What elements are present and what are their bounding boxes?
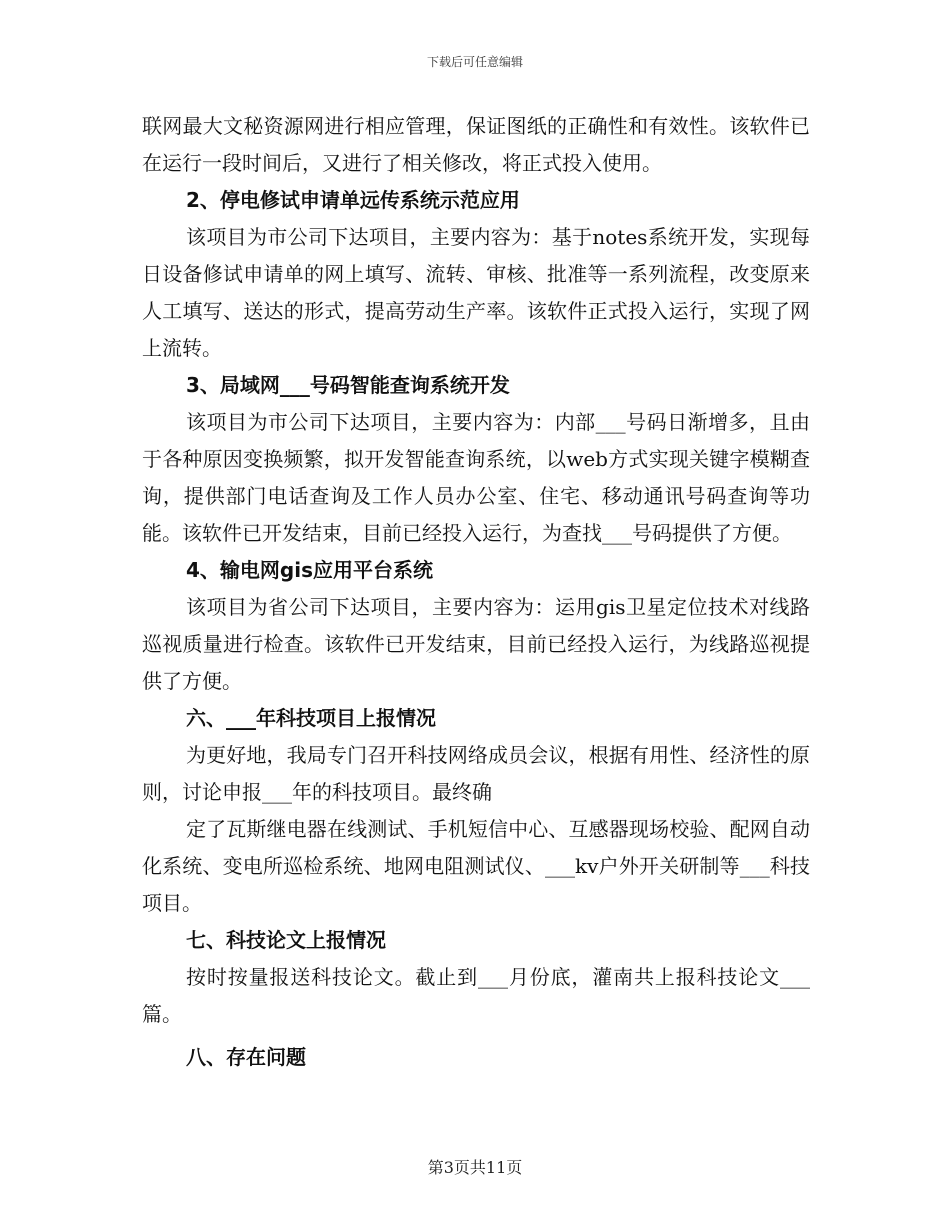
paragraph-section-3: 该项目为市公司下达项目，主要内容为：内部___号码日渐增多，且由于各种原因变换频繁，拟开发智能查询系统，以web方式实现关键字模糊查询，提供部门电话查询及工作人员办公室、住宅、移动通讯号码查询等功能。该软件已开发结束，目前已经投入运行，为查找___号码提供了方便。 — [142, 410, 810, 545]
section-heading-4: 4、输电网gis应用平台系统 — [186, 558, 433, 582]
section-heading-seven: 七、科技论文上报情况 — [186, 928, 386, 952]
page-header: 下载后可任意编辑 — [426, 55, 523, 69]
paragraph-seven: 按时按量报送科技论文。截止到___月份底，灌南共上报科技论文___篇。 — [142, 965, 810, 1026]
section-heading-eight: 八、存在问题 — [186, 1045, 306, 1069]
paragraph-six-part2: 定了瓦斯继电器在线测试、手机短信中心、互感器现场校验、配网自动化系统、变电所巡检系统、地网电阻测试仪、___kv户外开关研制等___科技项目。 — [142, 817, 810, 915]
page-footer: 第3页共11页 — [427, 1158, 523, 1177]
paragraph-section-4: 该项目为省公司下达项目，主要内容为：运用gis卫星定位技术对线路巡视质量进行检查。该软件已开发结束，目前已经投入运行，为线路巡视提供了方便。 — [142, 595, 810, 693]
section-heading-2: 2、停电修试申请单远传系统示范应用 — [186, 188, 520, 212]
document-body — [142, 108, 810, 1076]
section-heading-3: 3、局域网___号码智能查询系统开发 — [186, 373, 510, 397]
section-heading-six: 六、___年科技项目上报情况 — [186, 706, 436, 730]
paragraph-six-part1: 为更好地，我局专门召开科技网络成员会议，根据有用性、经济性的原则，讨论申报___年的科技项目。最终确 — [142, 743, 810, 804]
paragraph-intro: 联网最大文秘资源网进行相应管理，保证图纸的正确性和有效性。该软件已在运行一段时间后，又进行了相关修改，将正式投入使用。 — [142, 114, 810, 175]
paragraph-section-2: 该项目为市公司下达项目，主要内容为：基于notes系统开发，实现每日设备修试申请单的网上填写、流转、审核、批准等一系列流程，改变原来人工填写、送达的形式，提高劳动生产率。该软件正式投入运行，实现了网上流转。 — [142, 225, 810, 360]
